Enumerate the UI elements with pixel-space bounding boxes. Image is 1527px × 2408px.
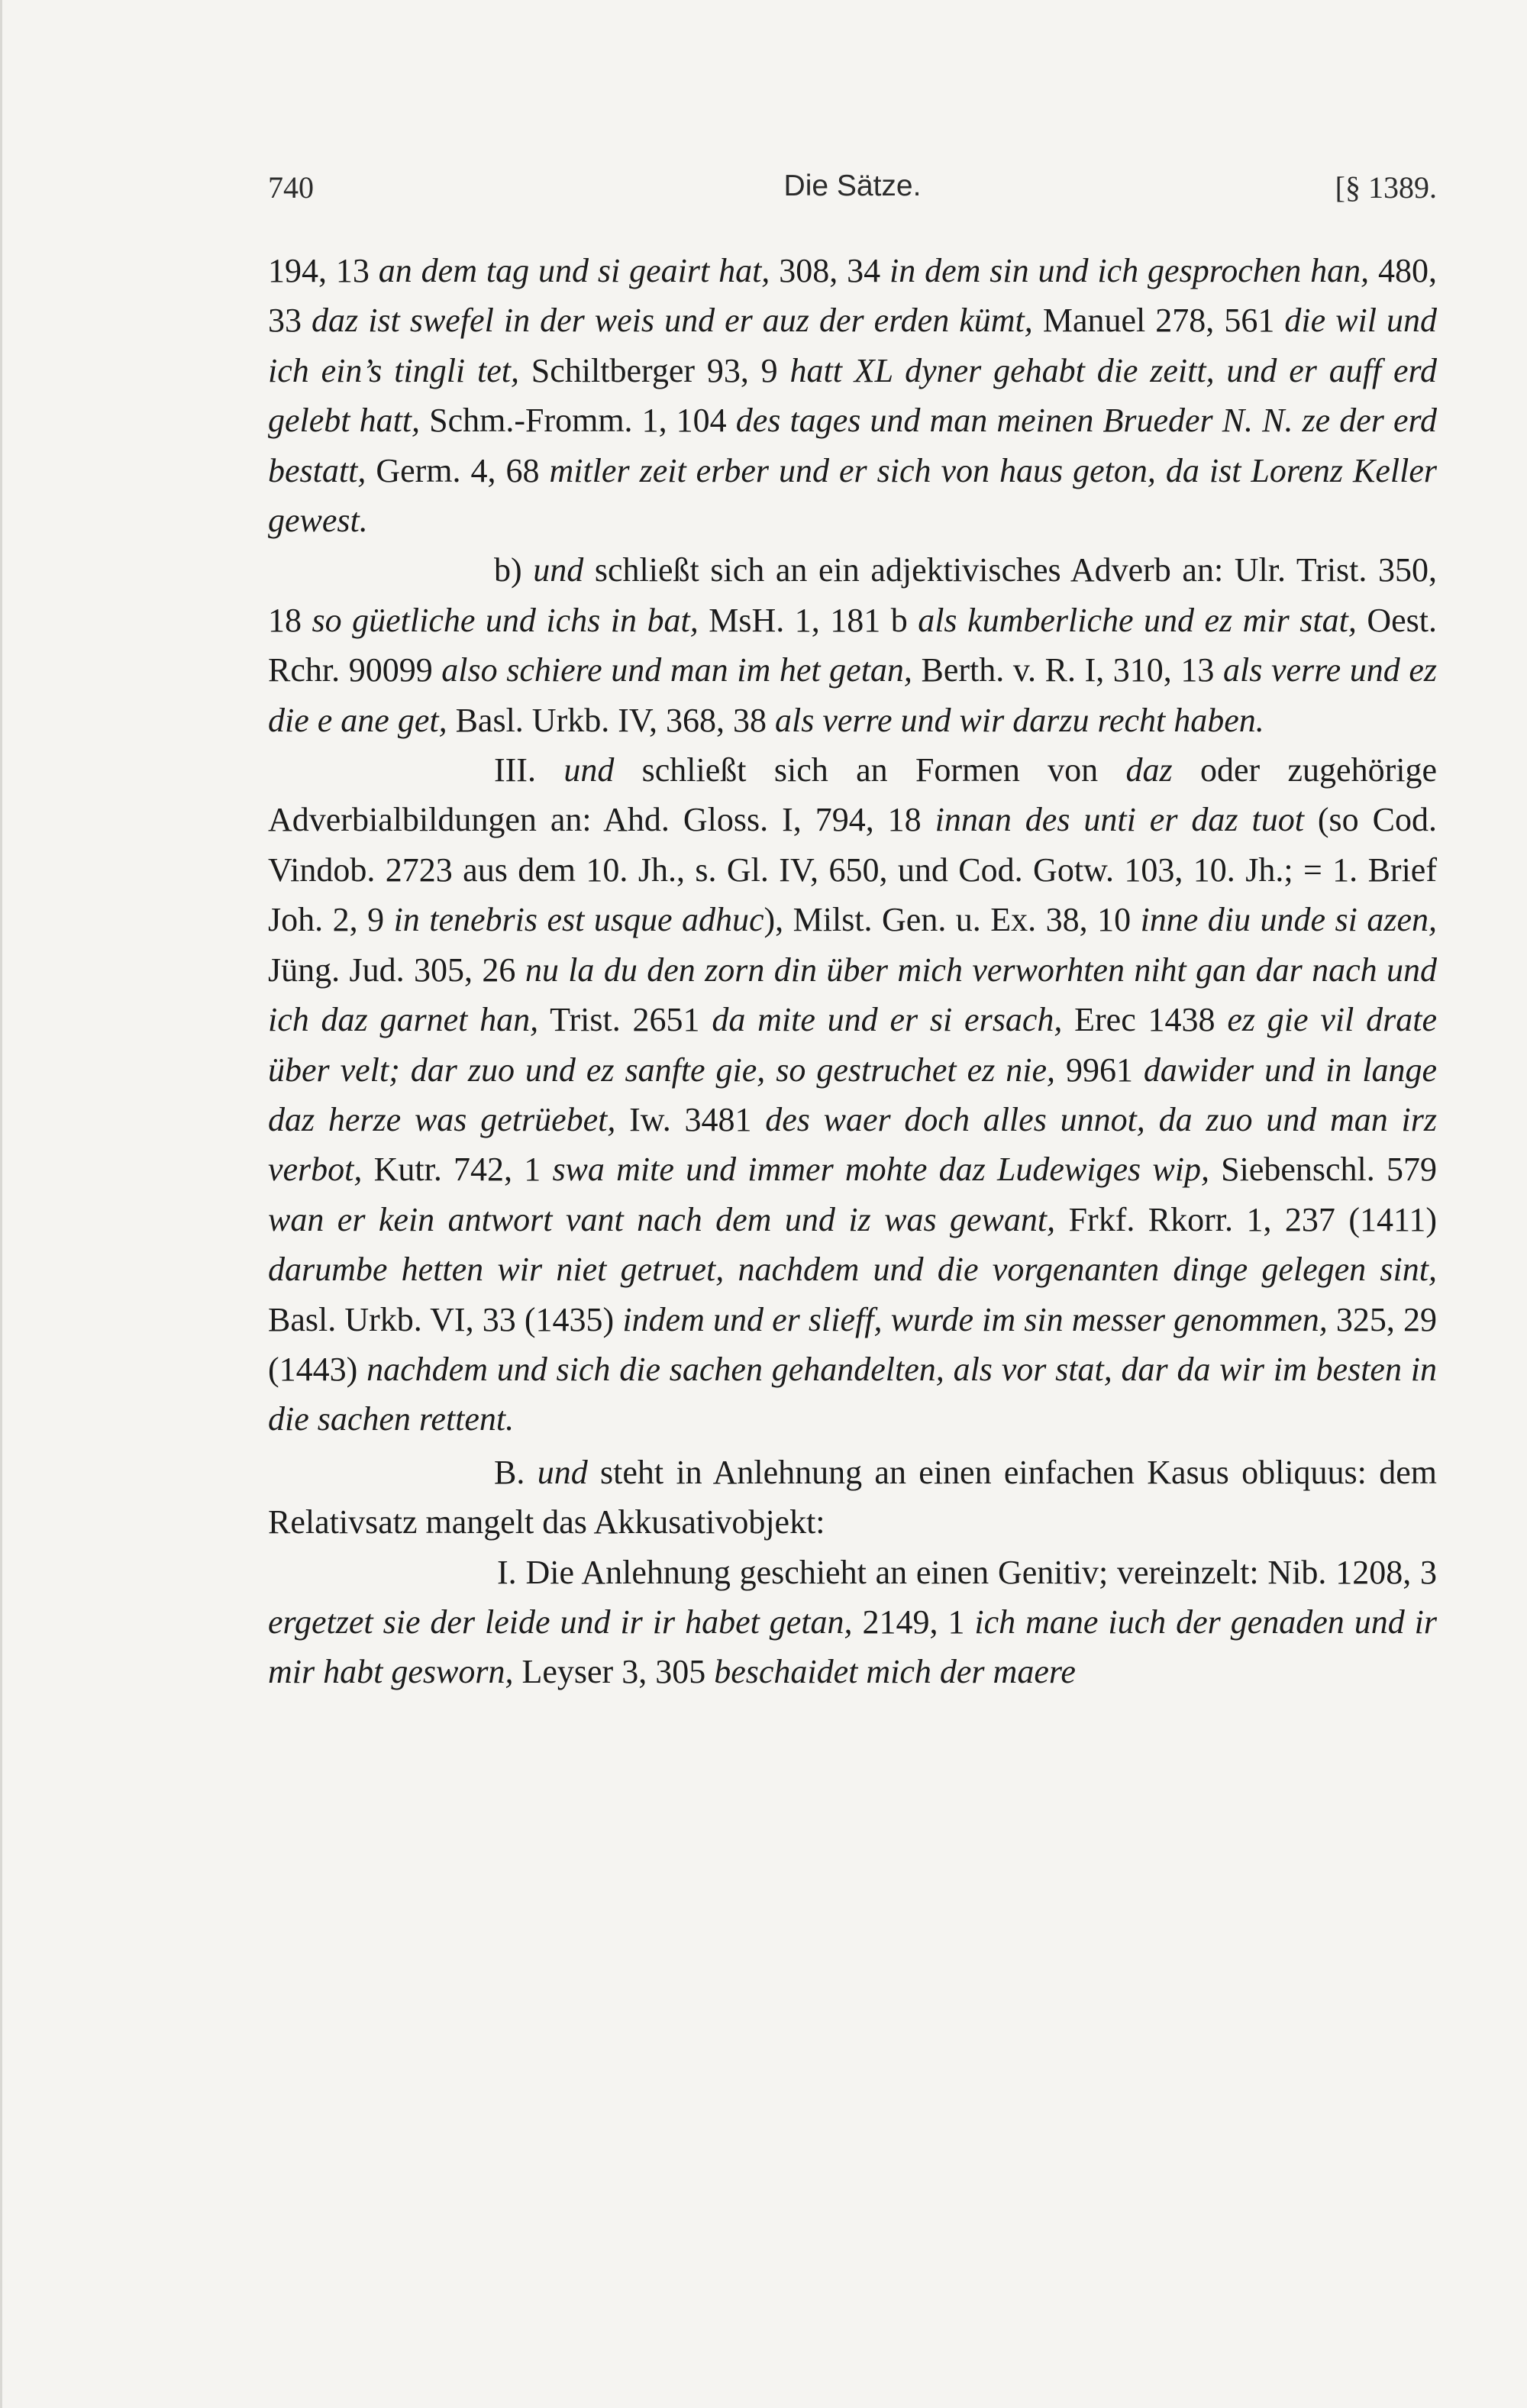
paragraph-b: b) und schließt sich an ein adjektivisches Adverb an: Ulr. Trist. 350, 18 so güetliche und ichs in bat, MsH. 1, 181 b als kumberliche und ez mir stat, Oest. Rchr. 90099 also schiere und man im het getan, Berth. v. R. I, 310, 13 als verre und ez die e ane get, Basl. Urkb. IV, 368, 38 als verre und wir darzu recht haben. — [268, 551, 1438, 739]
page-body — [268, 246, 1437, 1697]
running-title: Die Sätze. — [783, 169, 922, 202]
paragraph-III: III. und schließt sich an Formen von daz oder zugehörige Adverbialbildungen an: Ahd. Gloss. I, 794, 18 innan des unti er daz tuot (so Cod. Vindob. 2723 aus dem 10. Jh., s. Gl. IV, 650, und Cod. Gotw. 103, 10. Jh.; = 1. Brief Joh. 2, 9 in tenebris est usque adhuc), Milst. Gen. u. Ex. 38, 10 inne diu unde si azen, Jüng. Jud. 305, 26 nu la du den zorn din über mich verworhten niht gan dar nach und ich daz garnet han, Trist. 2651 da mite und er si ersach, Erec 1438 ez gie vil drate über velt; dar zuo und ez sanfte gie, so gestruchet ez nie, 9961 dawider und in lange daz herze was getrüebet, Iw. 3481 des waer doch alles unnot, da zuo und man irz verbot, Kutr. 742, 1 swa mite und immer mohte daz Ludewiges wip, Siebenschl. 579 wan er kein antwort vant nach dem und iz was gewant, Frkf. Rkorr. 1, 237 (1411) darumbe hetten wir niet getruet, nachdem und die vorgenanten dinge gelegen sint, Basl. Urkb. VI, 33 (1435) indem und er slieff, wurde im sin messer genommen, 325, 29 (1443) nachdem und sich die sachen gehandelten, als vor stat, dar da wir im besten in die sachen rettent. — [268, 751, 1438, 1438]
section-marker: [§ 1389. — [1335, 170, 1437, 205]
paragraph-B: B. und steht in Anlehnung an einen einfachen Kasus obliquus: dem Relativsatz mangelt das Akkusativobjekt: — [268, 1453, 1437, 1541]
page-number: 740 — [268, 170, 314, 205]
paragraph-continuation: 194, 13 an dem tag und si geairt hat, 308, 34 in dem sin und ich gesprochen han, 480, 33 daz ist swefel in der weis und er auz der erden kümt, Manuel 278, 561 die wil und ich ein’s tingli tet, Schiltberger 93, 9 hatt XL dyner gehabt die zeitt, und er auff erd gelebt hatt, Schm.-Fromm. 1, 104 des tages und man meinen Brueder N. N. ze der erd bestatt, Germ. 4, 68 mitler zeit erber und er sich von haus geton, da ist Lorenz Keller gewest. — [268, 252, 1438, 540]
paragraph-I: I. Die Anlehnung geschieht an einen Genitiv; vereinzelt: Nib. 1208, 3 ergetzet sie der leide und ir ir habet getan, 2149, 1 ich mane iuch der genaden und ir mir habt gesworn, Leyser 3, 305 beschaidet mich der maere — [268, 1553, 1438, 1691]
running-header — [268, 169, 1437, 215]
